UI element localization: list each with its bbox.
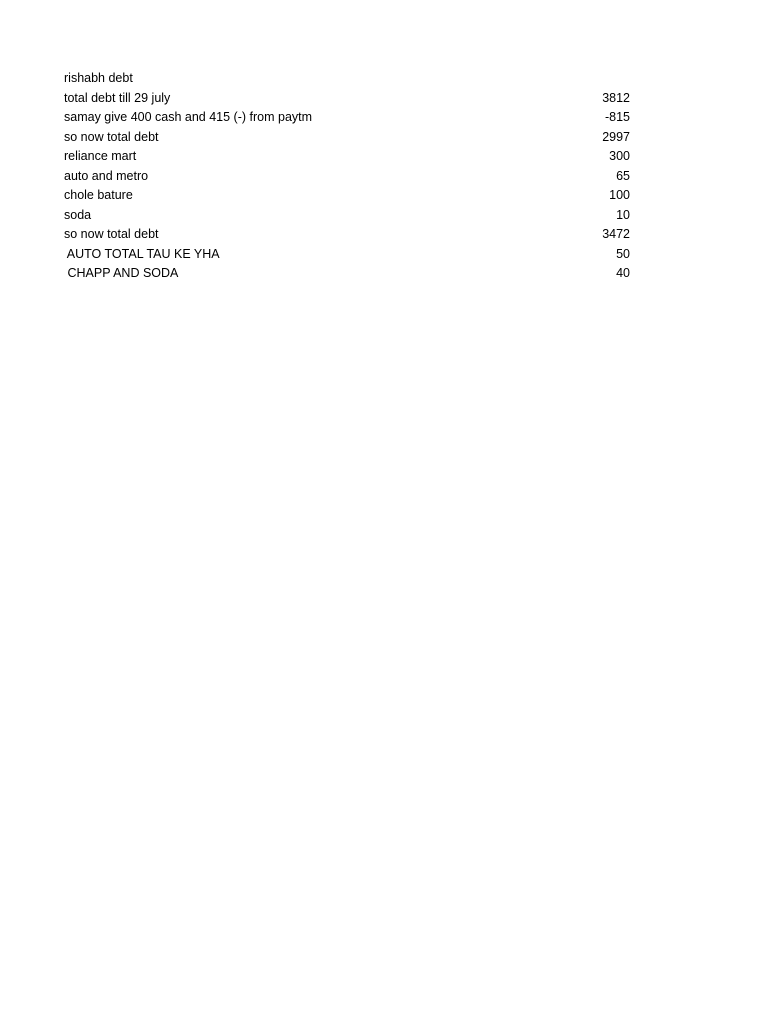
- sheet-row: [64, 225, 630, 245]
- row-label: AUTO TOTAL TAU KE YHA: [64, 246, 220, 261]
- sheet-row: [64, 167, 630, 187]
- row-label: CHAPP AND SODA: [64, 266, 179, 280]
- sheet-row: [64, 108, 630, 128]
- row-label: so now total debt: [64, 129, 159, 144]
- row-value: 3812: [602, 90, 630, 105]
- sheet-row: [64, 245, 630, 265]
- row-value: 40: [616, 266, 630, 280]
- sheet-row: [64, 69, 630, 89]
- row-value: 50: [616, 246, 630, 261]
- row-value: -815: [604, 110, 630, 124]
- sheet-row: [64, 206, 630, 226]
- row-label: total debt till 29 july: [64, 90, 171, 105]
- row-label: samay give 400 cash and 415 (-) from paytm: [64, 110, 313, 124]
- spreadsheet-page: [64, 69, 630, 284]
- row-value: 3472: [602, 227, 630, 241]
- row-value: 2997: [602, 129, 630, 144]
- row-value: 300: [609, 149, 630, 163]
- row-label: soda: [64, 207, 92, 222]
- row-label: so now total debt: [64, 227, 159, 241]
- sheet-row: [64, 89, 630, 109]
- sheet-row: [64, 186, 630, 206]
- sheet-row: [64, 128, 630, 148]
- row-value: 65: [616, 168, 630, 183]
- row-value: 100: [609, 188, 630, 202]
- row-label: chole bature: [64, 188, 133, 202]
- row-label: reliance mart: [64, 149, 137, 163]
- sheet-row: [64, 264, 630, 284]
- row-value: 10: [616, 207, 630, 222]
- sheet-row: [64, 147, 630, 167]
- row-label: auto and metro: [64, 168, 149, 183]
- row-label: rishabh debt: [64, 71, 133, 85]
